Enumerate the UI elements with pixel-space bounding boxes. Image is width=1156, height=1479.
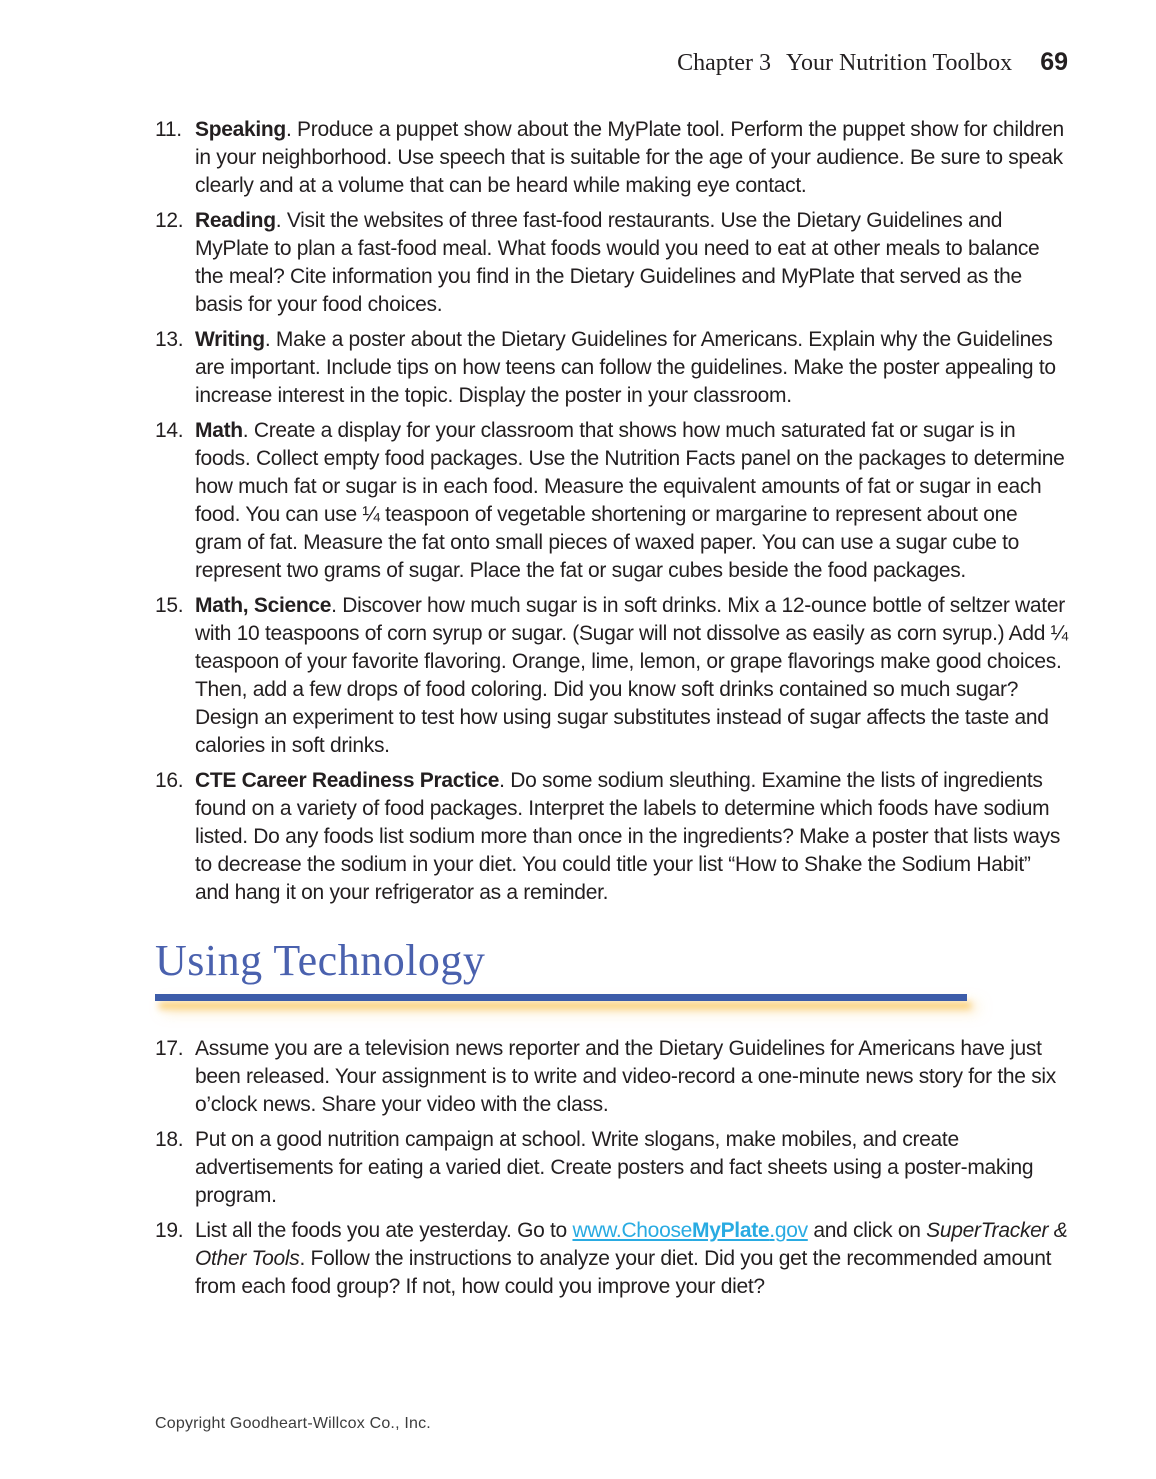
item-text <box>195 1035 1068 1119</box>
bold-text: Reading <box>195 209 276 232</box>
text-run: . Follow the instructions to analyze your diet. Did you get the recommended amount from each food group? If not, how could you improve your diet? <box>195 1247 1052 1298</box>
italic-text: SuperTracker & Other Tools <box>195 1219 1068 1270</box>
item-number: 19. <box>155 1219 184 1242</box>
section-rule <box>155 994 967 1001</box>
choosemyplate-link[interactable]: www.Choose <box>572 1219 693 1242</box>
text-run: . Do some sodium sleuthing. Examine the lists of ingredients found on a variety of food packages. Interpret the labels to determine which foods have sodium listed. Do any foods list sodium more than once in the ingredients? Make a poster that lists ways to decrease the sodium in your diet. You could title your list “How to Shake the Sodium Habit” and hang it on your refrigerator as a reminder. <box>195 769 1061 904</box>
text-run: . Make a poster about the Dietary Guidelines for Americans. Explain why the Guidelines are important. Include tips on how teens can follow the guidelines. Make the poster appealing to increase interest in the topic. Display the poster in your classroom. <box>195 328 1056 407</box>
item-text <box>195 592 1068 760</box>
item-number: 17. <box>155 1037 184 1060</box>
text-run: Assume you are a television news reporter and the Dietary Guidelines for Americans have just been released. Your assignment is to write and video-record a one-minute news story for the six o’clock news. Share your video with the class. <box>195 1037 1056 1116</box>
exercise-item <box>155 1217 1068 1301</box>
section-heading-block <box>155 937 1068 1001</box>
item-number: 14. <box>155 419 184 442</box>
text-run: . Produce a puppet show about the MyPlate tool. Perform the puppet show for children in your neighborhood. Use speech that is suitable for the age of your audience. Be sure to speak clearly and at a volume that can be heard while making eye contact. <box>195 118 1064 197</box>
page-number: 69 <box>1040 48 1068 76</box>
running-head <box>677 48 1068 77</box>
text-run: . Visit the websites of three fast-food restaurants. Use the Dietary Guidelines and MyPlate to plan a fast-food meal. What foods would you need to eat at other meals to balance the meal? Cite information you find in the Dietary Guidelines and MyPlate that served as the basis for your food choices. <box>195 209 1040 316</box>
exercise-item <box>155 1035 1068 1119</box>
item-text <box>195 116 1068 200</box>
exercise-item <box>155 1126 1068 1210</box>
exercise-list-lower <box>155 1035 1068 1301</box>
item-number: 15. <box>155 594 184 617</box>
bold-text: Math, Science <box>195 594 332 617</box>
text-run: List all the foods you ate yesterday. Go to <box>195 1219 573 1242</box>
bold-text: CTE Career Readiness Practice <box>195 769 500 792</box>
exercise-item <box>155 417 1068 585</box>
exercise-item <box>155 116 1068 200</box>
item-text <box>195 1217 1068 1301</box>
section-heading: Using Technology <box>155 936 486 985</box>
page-content <box>155 116 1068 1308</box>
item-number: 13. <box>155 328 184 351</box>
text-run: Put on a good nutrition campaign at school. Write slogans, make mobiles, and create advertisements for eating a varied diet. Create posters and fact sheets using a poster-making program. <box>195 1128 1034 1207</box>
item-number: 18. <box>155 1128 184 1151</box>
item-text <box>195 767 1068 907</box>
bold-text: Math <box>195 419 243 442</box>
running-head-chapter: Chapter 3 <box>677 50 772 76</box>
choosemyplate-link[interactable]: .gov <box>769 1219 808 1242</box>
item-text <box>195 326 1068 410</box>
exercise-item <box>155 592 1068 760</box>
item-text <box>195 207 1068 319</box>
item-number: 11. <box>155 118 182 141</box>
running-head-title: Your Nutrition Toolbox <box>786 50 1013 76</box>
text-run: . Discover how much sugar is in soft drinks. Mix a 12-ounce bottle of seltzer water with 10 teaspoons of corn syrup or sugar. (Sugar will not dissolve as easily as corn syrup.) Add ¼ teaspoon of your favorite flavoring. Orange, lime, lemon, or grape flavorings make good choices. Then, add a few drops of food coloring. Did you know soft drinks contained so much sugar? Design an experiment to test how using sugar substitutes instead of sugar affects the taste and calories in soft drinks. <box>195 594 1068 757</box>
item-number: 16. <box>155 769 184 792</box>
item-text <box>195 417 1068 585</box>
exercise-item <box>155 207 1068 319</box>
bold-text: Speaking <box>195 118 286 141</box>
bold-text: Writing <box>195 328 265 351</box>
text-run: and click on <box>807 1219 927 1242</box>
exercise-item <box>155 767 1068 907</box>
item-text <box>195 1126 1068 1210</box>
choosemyplate-link[interactable]: MyPlate <box>692 1219 770 1242</box>
text-run: . Create a display for your classroom that shows how much saturated fat or sugar is in foods. Collect empty food packages. Use the Nutrition Facts panel on the packages to determine how much fat or sugar is in each food. Measure the equivalent amounts of fat or sugar in each food. You can use ¼ teaspoon of vegetable shortening or margarine to represent about one gram of fat. Measure the fat onto small pieces of waxed paper. You can use a sugar cube to represent two grams of sugar. Place the fat or sugar cubes beside the food packages. <box>195 419 1065 582</box>
copyright-line: Copyright Goodheart-Willcox Co., Inc. <box>155 1415 431 1432</box>
exercise-list-upper <box>155 116 1068 907</box>
exercise-item <box>155 326 1068 410</box>
item-number: 12. <box>155 209 184 232</box>
